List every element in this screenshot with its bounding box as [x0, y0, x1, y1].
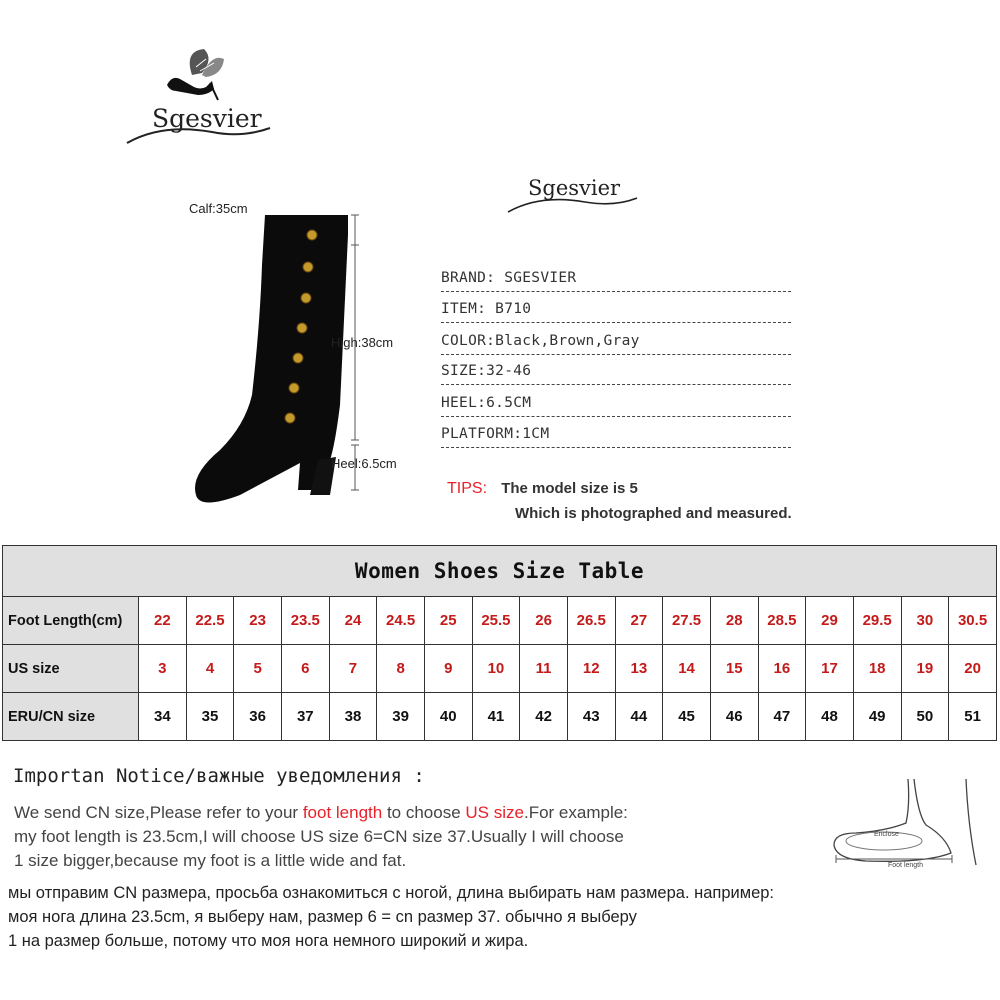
size-table-cell: 12	[567, 645, 615, 693]
size-table-cell: 38	[329, 693, 377, 741]
notice-en-text-c: .For example:	[523, 803, 628, 822]
notice-title: Importan Notice/важные уведомления :	[13, 765, 425, 787]
foot-measurement-diagram-icon	[826, 775, 981, 870]
size-table-cell: 29.5	[853, 597, 901, 645]
size-table-cell: 26	[520, 597, 568, 645]
size-table-cell: 10	[472, 645, 520, 693]
size-table-cell: 25.5	[472, 597, 520, 645]
tips-label: TIPS:	[447, 480, 488, 497]
foot-length-label: Foot length	[888, 862, 924, 869]
size-table-cell: 6	[281, 645, 329, 693]
size-table	[2, 545, 997, 741]
spec-color-text: COLOR:Black,Brown,Gray	[441, 333, 640, 349]
notice-en-text-a: We send CN size,Please refer to your	[14, 803, 303, 822]
size-table-cell: 20	[949, 645, 997, 693]
size-table-cell: 29	[806, 597, 854, 645]
tips-text-1: The model size is 5	[501, 480, 638, 497]
notice-ru-line-2: моя нога длина 23.5cm, я выберу нам, размер 6 = cn размер 37. обычно я выберу	[8, 908, 637, 926]
size-table-cell: 18	[853, 645, 901, 693]
spec-size	[441, 363, 791, 379]
notice-en-line-1	[14, 803, 628, 823]
size-table-cell: 13	[615, 645, 663, 693]
heel-height-measurement: Heel:6.5cm	[331, 456, 397, 471]
size-table-cell: 16	[758, 645, 806, 693]
size-table-cell: 4	[186, 645, 234, 693]
logo-swoosh-icon	[122, 118, 272, 148]
size-table-cell: 5	[234, 645, 282, 693]
tips-line	[447, 480, 638, 498]
size-table-cell: 30	[901, 597, 949, 645]
size-table-cell: 9	[424, 645, 472, 693]
size-table-cell: 35	[186, 693, 234, 741]
spec-brand-text: BRAND: SGESVIER	[441, 270, 577, 286]
size-table-cell: 25	[424, 597, 472, 645]
size-table-cell: 43	[567, 693, 615, 741]
size-table-cell: 11	[520, 645, 568, 693]
size-table-cell: 17	[806, 645, 854, 693]
spec-item-text: ITEM: B710	[441, 301, 532, 317]
size-table-cell: 39	[377, 693, 425, 741]
size-table-row	[3, 693, 997, 741]
size-table-row	[3, 597, 997, 645]
size-table-cell: 15	[710, 645, 758, 693]
size-table-cell: 3	[139, 645, 187, 693]
notice-ru-line-3: 1 на размер больше, потому что моя нога немного широкий и жира.	[8, 932, 529, 950]
butterfly-heel-logo-icon	[162, 45, 232, 105]
calf-measurement: Calf:35cm	[189, 201, 248, 216]
size-table-cell: 36	[234, 693, 282, 741]
size-table-cell: 19	[901, 645, 949, 693]
notice-highlight-foot-length: foot length	[302, 803, 383, 822]
size-table-cell: 23.5	[281, 597, 329, 645]
notice-en-line-3: 1 size bigger,because my foot is a little wide and fat.	[14, 851, 407, 870]
notice-en-line-2: my foot length is 23.5cm,I will choose US size 6=CN size 37.Usually I will choose	[14, 827, 624, 846]
size-table-cell: 24	[329, 597, 377, 645]
size-table-cell: 23	[234, 597, 282, 645]
size-table-cell: 50	[901, 693, 949, 741]
size-table-cell: 42	[520, 693, 568, 741]
size-table-cell: 47	[758, 693, 806, 741]
size-table-row-label: ERU/CN size	[3, 693, 139, 741]
size-table-cell: 28	[710, 597, 758, 645]
brand-logo-text-secondary: Sgesvier	[528, 176, 621, 200]
size-table-cell: 27.5	[663, 597, 711, 645]
size-table-cell: 45	[663, 693, 711, 741]
size-table-cell: 22.5	[186, 597, 234, 645]
size-table-cell: 30.5	[949, 597, 997, 645]
size-table-title: Women Shoes Size Table	[3, 546, 997, 597]
size-table-cell: 28.5	[758, 597, 806, 645]
spec-size-text: SIZE:32-46	[441, 363, 532, 379]
notice-highlight-us-size: US size	[465, 803, 524, 822]
size-table-row	[3, 645, 997, 693]
size-table-cell: 7	[329, 645, 377, 693]
spec-heel-text: HEEL:6.5CM	[441, 395, 532, 411]
size-table-cell: 40	[424, 693, 472, 741]
size-table-cell: 41	[472, 693, 520, 741]
size-table-cell: 51	[949, 693, 997, 741]
size-table-cell: 24.5	[377, 597, 425, 645]
spec-platform	[441, 426, 791, 442]
size-table-cell: 44	[615, 693, 663, 741]
notice-ru-line-1: мы отправим CN размера, просьба ознакомиться с ногой, длина выбирать нам размера. например:	[8, 884, 775, 902]
size-table-cell: 27	[615, 597, 663, 645]
size-table-cell: 49	[853, 693, 901, 741]
size-table-cell: 46	[710, 693, 758, 741]
enclose-label: Enclose	[874, 831, 899, 838]
spec-color	[441, 333, 791, 349]
size-table-row-label: US size	[3, 645, 139, 693]
size-table-row-label: Foot Length(cm)	[3, 597, 139, 645]
spec-heel	[441, 395, 791, 411]
logo-swoosh-secondary-icon	[505, 188, 640, 216]
size-table-cell: 22	[139, 597, 187, 645]
shaft-height-measurement: High:38cm	[331, 335, 394, 350]
size-table-cell: 37	[281, 693, 329, 741]
spec-platform-text: PLATFORM:1CM	[441, 426, 550, 442]
tips-text-2: Which is photographed and measured.	[515, 505, 792, 522]
size-table-cell: 48	[806, 693, 854, 741]
notice-en-text-b: to choose	[382, 803, 466, 822]
size-table-cell: 8	[377, 645, 425, 693]
spec-brand	[441, 270, 791, 286]
spec-item	[441, 301, 791, 317]
size-table-cell: 26.5	[567, 597, 615, 645]
brand-logo-text: Sgesvier	[152, 104, 262, 133]
size-table-cell: 14	[663, 645, 711, 693]
size-table-cell: 34	[139, 693, 187, 741]
